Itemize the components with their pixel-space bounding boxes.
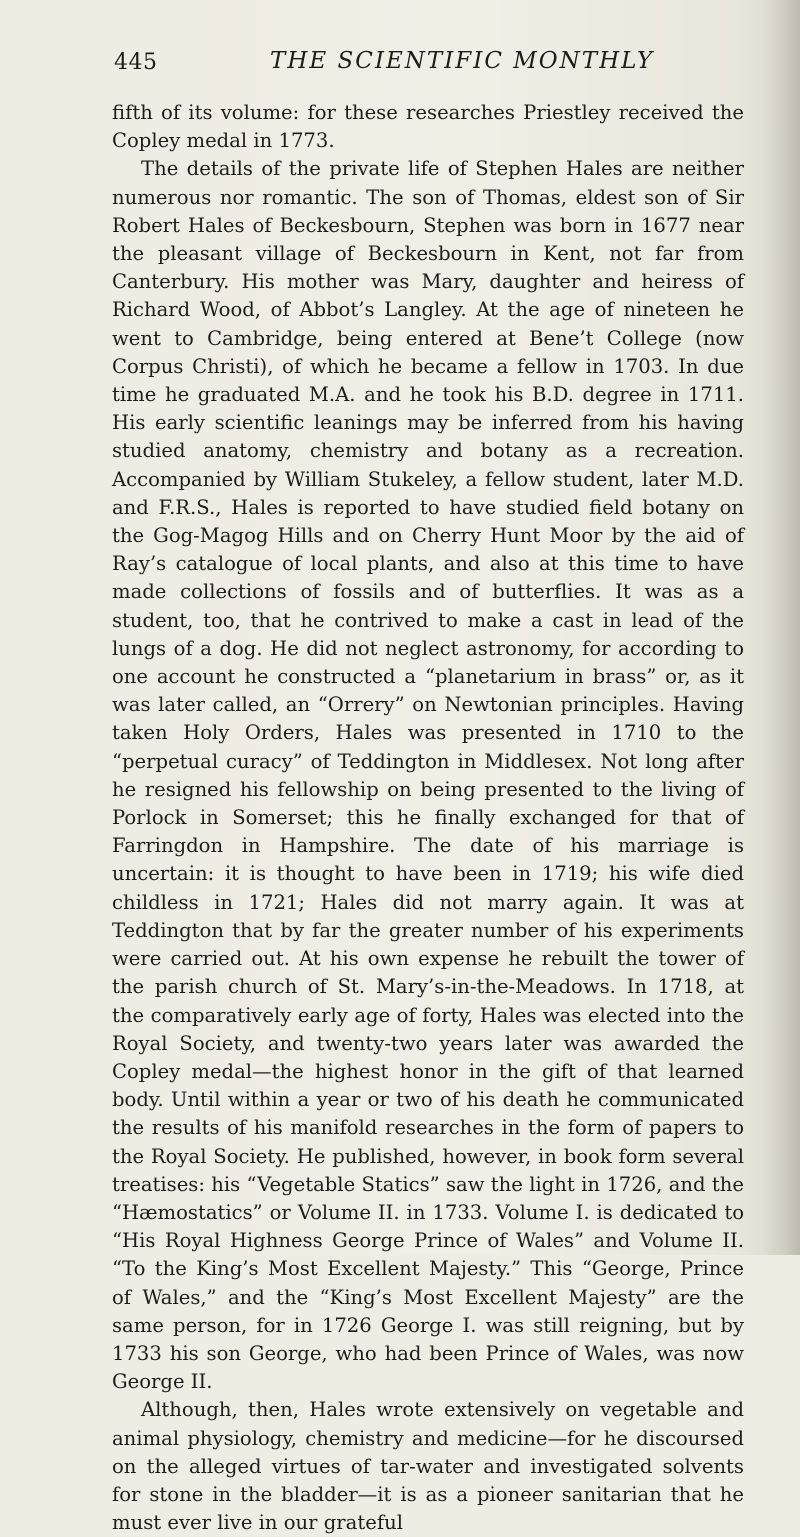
page-number: 445 — [114, 50, 158, 75]
running-title: THE SCIENTIFIC MONTHLY — [270, 48, 655, 74]
page-header — [100, 40, 740, 80]
page-edge-shadow — [760, 0, 800, 1255]
body-text — [112, 99, 744, 1537]
paragraph-biography: The details of the private life of Stephen Hales are neither numerous nor romantic. The son of Thomas, eldest son of Sir Robert Hales of Beckesbourn, Stephen was born in 1677 near the pleasant village of Beckesbourn in Kent, not far from Canterbury. His mother was Mary, daughter and heiress of Richard Wood, of Abbot’s Langley. At the age of nineteen he went to Cambridge, being entered at Bene’t College (now Corpus Christi), of which he became a fellow in 1703. In due time he graduated M.A. and he took his B.D. degree in 1711. His early scientific leanings may be inferred from his having studied anatomy, chemistry and botany as a recreation. Accompanied by William Stukeley, a fellow student, later M.D. and F.R.S., Hales is reported to have studied field botany on the Gog-Magog Hills and on Cherry Hunt Moor by the aid of Ray’s catalogue of local plants, and also at this time to have made collections of fossils and of butterflies. It was as a student, too, that he contrived to make a cast in lead of the lungs of a dog. He did not neglect astronomy, for according to one account he constructed a “planetarium in brass” or, as it was later called, an “Orrery” on Newtonian principles. Having taken Holy Orders, Hales was presented in 1710 to the “perpetual curacy” of Teddington in Middlesex. Not long after he resigned his fellowship on being presented to the living of Porlock in Somerset; this he finally exchanged for that of Farringdon in Hampshire. The date of his marriage is uncertain: it is thought to have been in 1719; his wife died childless in 1721; Hales did not marry again. It was at Teddington that by far the greater number of his experiments were carried out. At his own expense he rebuilt the tower of the parish church of St. Mary’s-in-the-Meadows. In 1718, at the comparatively early age of forty, Hales was elected into the Royal Society, and twenty-two years later was awarded the Copley medal—the highest honor in the gift of that learned body. Until within a year or two of his death he communicated the results of his manifold researches in the form of papers to the Royal Society. He published, however, in book form several treatises: his “Vegetable Statics” saw the light in 1726, and the “Hæmostatics” or Volume II. in 1733. Volume I. is dedicated to “His Royal Highness George Prince of Wales” and Volume II. “To the King’s Most Excellent Majesty.” This “George, Prince of Wales,” and the “King’s Most Excellent Majesty” are the same person, for in 1726 George I. was still reigning, but by 1733 his son George, who had been Prince of Wales, was now George II. — [112, 157, 744, 1394]
paragraph-sanitarian: Although, then, Hales wrote extensively on vegetable and animal physiology, chemistry and medicine—for he discoursed on the alleged virtues of tar-water and investigated solvents for stone in the bladder—it is as a pioneer sanitarian that he must ever live in our grateful — [112, 1398, 744, 1535]
paragraph-continuation: fifth of its volume: for these researches Priestley received the Copley medal in 1773. — [112, 101, 744, 153]
